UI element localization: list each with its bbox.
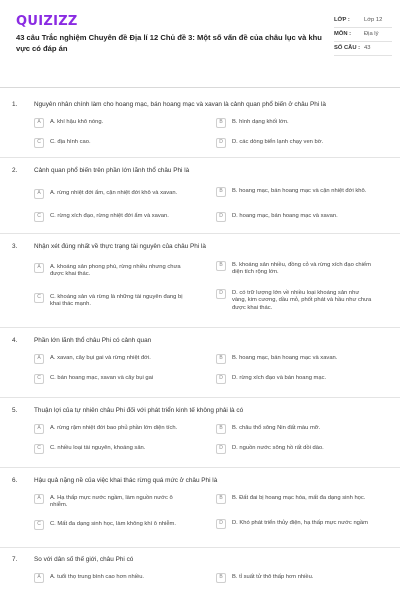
option-text: A. tuổi thọ trung bình cao hơn nhiều.: [50, 574, 145, 580]
option-letter-box: D: [216, 289, 226, 299]
option-text: C. khoáng sản và rừng là những tài nguyên đang bị khai thác mạnh.: [50, 294, 183, 308]
option-letter-box: C: [34, 212, 44, 222]
question-text: Phần lớn lãnh thổ châu Phi có cảnh quan: [34, 337, 152, 344]
answer-option[interactable]: [216, 374, 374, 384]
option-text: B. châu thổ sông Nin đất màu mỡ.: [232, 425, 321, 431]
option-text: D. nguồn nước sông hồ rất dồi dào.: [232, 445, 324, 451]
option-text: C. bán hoang mạc, xavan và cây bụi gai: [50, 375, 154, 381]
question-number: 6.: [12, 477, 18, 484]
question-text: So với dân số thế giới, châu Phi có: [34, 556, 134, 563]
answer-option[interactable]: [34, 520, 184, 530]
option-letter-box: C: [34, 138, 44, 148]
answer-option[interactable]: [216, 187, 374, 197]
option-letter-box: A: [34, 118, 44, 128]
divider: [0, 467, 400, 468]
option-text: C. rừng xích đạo, rừng nhiệt đới ẩm và xavan.: [50, 213, 169, 219]
question-number: 5.: [12, 407, 18, 414]
option-letter-box: B: [216, 354, 226, 364]
option-letter-box: A: [34, 424, 44, 434]
question-text: Nguyên nhân chính làm cho hoang mạc, bán hoang mạc và xavan là cảnh quan phổ biến ở châu Phi là: [34, 101, 326, 108]
option-text: A. khoáng sản phong phú, rừng nhiều nhưng chưa được khai thác.: [50, 264, 181, 278]
option-text: A. rừng nhiệt đới ẩm, cận nhiệt đới khô và xavan.: [50, 190, 178, 196]
meta-label: MÔN :: [334, 31, 352, 37]
divider: [0, 547, 400, 548]
option-text: B. khoáng sản nhiều, đồng cỏ và rừng xích đạo chiếm diện tích rộng lớn.: [232, 262, 371, 276]
option-letter-box: C: [34, 520, 44, 530]
question-text: Cảnh quan phổ biến trên phần lớn lãnh thổ châu Phi là: [34, 167, 190, 174]
answer-option[interactable]: [34, 138, 184, 148]
option-text: C. địa hình cao.: [50, 139, 91, 145]
option-text: B. Đất đai bị hoang mạc hóa, mất đa dạng sinh học.: [232, 495, 366, 501]
answer-option[interactable]: [216, 444, 374, 454]
question-number: 3.: [12, 243, 18, 250]
meta-row-class: [334, 14, 392, 28]
quizizz-logo: QUIZIZZ: [16, 14, 78, 29]
answer-option[interactable]: [216, 118, 374, 128]
option-letter-box: A: [34, 263, 44, 273]
divider: [0, 233, 400, 234]
answer-option[interactable]: [216, 261, 374, 277]
option-text: A. khí hậu khô nóng.: [50, 119, 104, 125]
answer-option[interactable]: [34, 444, 184, 454]
option-letter-box: D: [216, 444, 226, 454]
meta-value: Lớp 12: [364, 17, 383, 23]
answer-option[interactable]: [216, 494, 374, 504]
option-text: A. xavan, cây bụi gai và rừng nhiệt đới.: [50, 355, 151, 361]
option-text: D. các dòng biển lạnh chạy ven bờ.: [232, 139, 324, 145]
answer-option[interactable]: [216, 424, 374, 434]
option-text: A. Hạ thấp mực nước ngầm, làm nguồn nước ô nhiễm.: [50, 495, 173, 509]
question-text: Hậu quả nặng nề của việc khai thác rừng quá mức ở châu Phi là: [34, 477, 218, 484]
option-letter-box: D: [216, 374, 226, 384]
question-number: 4.: [12, 337, 18, 344]
meta-value: 43: [364, 45, 371, 51]
answer-option[interactable]: [34, 424, 184, 434]
option-text: D. hoang mạc, bán hoang mạc và xavan.: [232, 213, 338, 219]
option-text: A. rừng rậm nhiệt đới bao phủ phần lớn diện tích.: [50, 425, 178, 431]
option-text: C. Mất đa dạng sinh học, làm không khí ô nhiễm.: [50, 521, 176, 527]
answer-option[interactable]: [34, 374, 184, 384]
meta-row-subject: [334, 28, 392, 42]
option-text: B. hoang mạc, bán hoang mạc và cận nhiệt đới khô.: [232, 188, 367, 194]
option-text: C. nhiều loại tài nguyên, khoáng sản.: [50, 445, 146, 451]
divider: [0, 327, 400, 328]
answer-option[interactable]: [34, 189, 184, 199]
answer-option[interactable]: [216, 212, 374, 222]
option-letter-box: B: [216, 187, 226, 197]
option-text: D. rừng xích đạo và bán hoang mạc.: [232, 375, 327, 381]
option-letter-box: B: [216, 573, 226, 583]
option-letter-box: C: [34, 374, 44, 384]
option-letter-box: B: [216, 494, 226, 504]
option-text: B. hoang mạc, bán hoang mạc và xavan.: [232, 355, 338, 361]
question-text: Thuận lợi của tự nhiên châu Phi đối với phát triển kinh tế không phải là có: [34, 407, 244, 414]
option-letter-box: B: [216, 424, 226, 434]
option-letter-box: A: [34, 573, 44, 583]
answer-option[interactable]: [34, 354, 184, 364]
worksheet-meta: [334, 14, 392, 56]
question-text: Nhận xét đúng nhất về thực trạng tài nguyên của châu Phi là: [34, 243, 206, 250]
option-letter-box: C: [34, 444, 44, 454]
answer-option[interactable]: [216, 354, 374, 364]
option-letter-box: A: [34, 494, 44, 504]
option-letter-box: D: [216, 138, 226, 148]
option-letter-box: D: [216, 519, 226, 529]
question-number: 2.: [12, 167, 18, 174]
answer-option[interactable]: [34, 494, 184, 510]
answer-option[interactable]: [34, 118, 184, 128]
option-text: D. có trữ lượng lớn về nhiều loại khoáng sản như vàng, kim cương, dầu mỏ, phốt phát và hầu như chưa được khai thác.: [232, 290, 372, 311]
worksheet-header: [0, 0, 400, 88]
answer-option[interactable]: [34, 293, 184, 309]
option-letter-box: A: [34, 189, 44, 199]
answer-option[interactable]: [34, 263, 184, 279]
answer-option[interactable]: [34, 212, 184, 222]
question-number: 1.: [12, 101, 18, 108]
answer-option[interactable]: [216, 289, 374, 312]
option-text: D. Khó phát triển thủy điện, hạ thấp mực nước ngầm: [232, 520, 368, 526]
divider: [0, 157, 400, 158]
option-letter-box: D: [216, 212, 226, 222]
meta-row-count: [334, 42, 392, 56]
worksheet-title: 43 câu Trắc nghiệm Chuyên đề Địa lí 12 Chủ đề 3: Một số vấn đề của châu lục và khu vực có đáp án: [16, 33, 322, 53]
meta-value: Địa lý: [364, 31, 379, 37]
option-letter-box: B: [216, 261, 226, 271]
answer-option[interactable]: [216, 519, 374, 529]
divider: [0, 397, 400, 398]
answer-option[interactable]: [34, 573, 184, 583]
meta-label: SỐ CÂU :: [334, 45, 361, 51]
question-number: 7.: [12, 556, 18, 563]
meta-label: LỚP :: [334, 17, 350, 23]
option-letter-box: C: [34, 293, 44, 303]
option-text: B. tỉ suất tử thô thấp hơn nhiều.: [232, 574, 314, 580]
answer-option[interactable]: [216, 138, 374, 148]
option-letter-box: A: [34, 354, 44, 364]
option-text: B. hình dạng khối lớn.: [232, 119, 289, 125]
option-letter-box: B: [216, 118, 226, 128]
answer-option[interactable]: [216, 573, 374, 583]
